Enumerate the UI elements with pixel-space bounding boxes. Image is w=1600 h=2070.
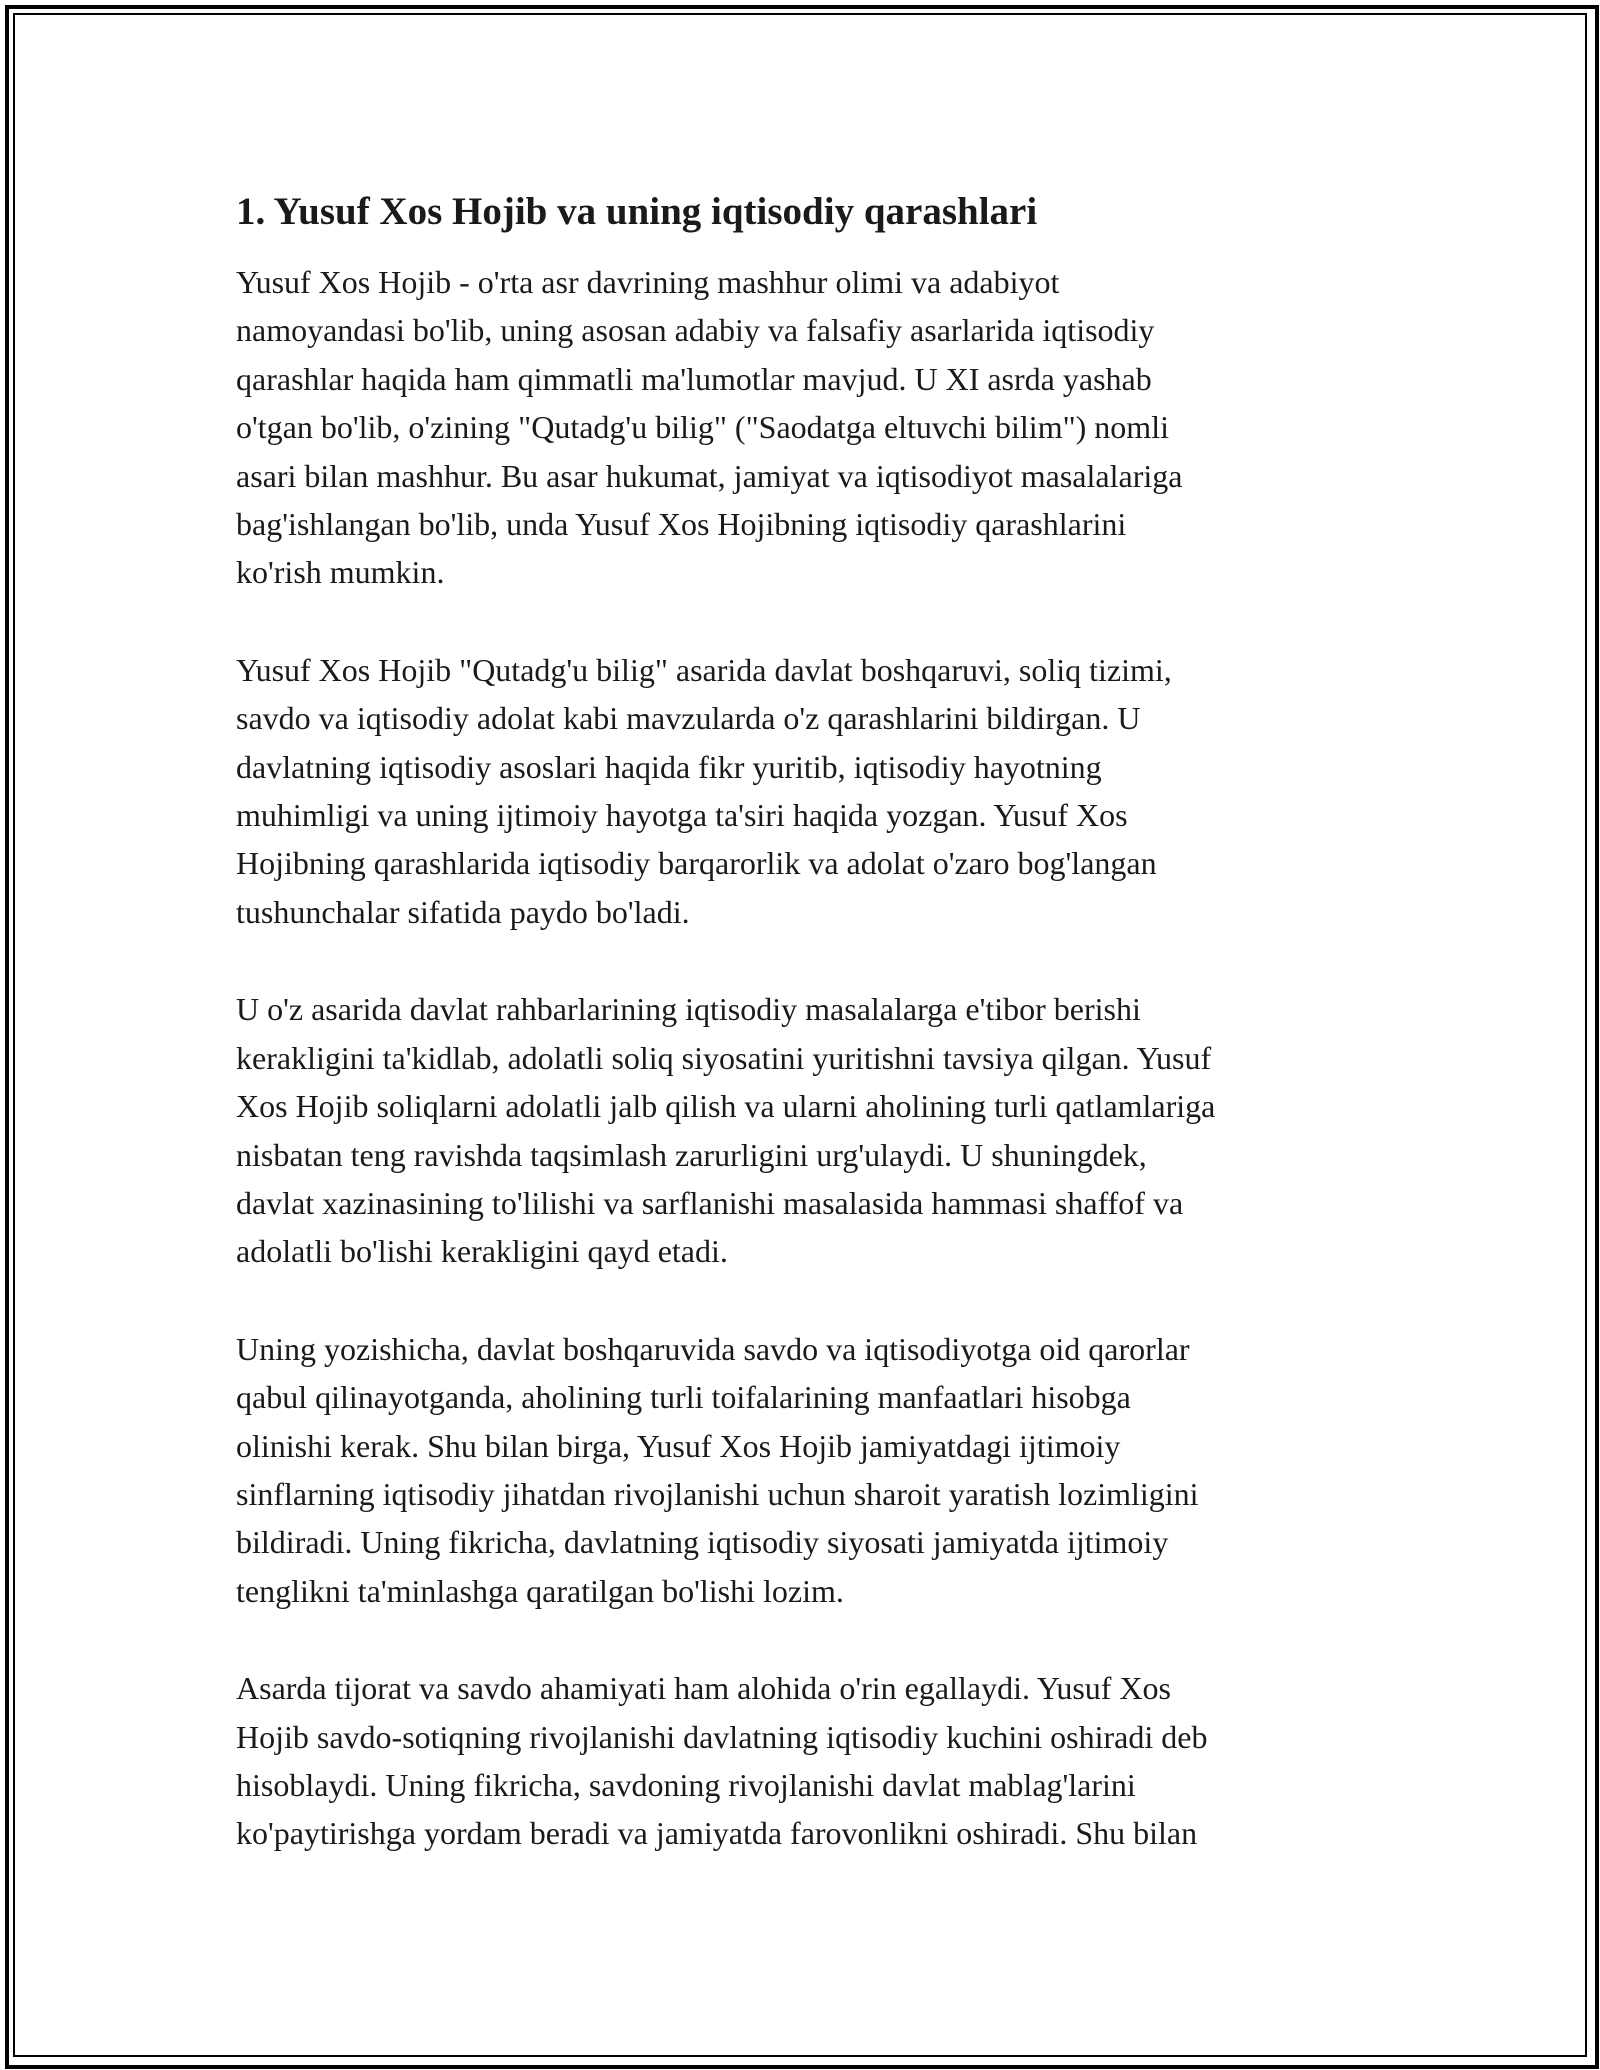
text-line: Hojib savdo-sotiqning rivojlanishi davlatning iqtisodiy kuchini oshiradi deb	[236, 1718, 1208, 1755]
text-line: tushunchalar sifatida paydo bo'ladi.	[236, 893, 690, 930]
text-line: asari bilan mashhur. Bu asar hukumat, jamiyat va iqtisodiyot masalalariga	[236, 457, 1183, 494]
text-line: ko'rish mumkin.	[236, 554, 445, 591]
text-line: davlat xazinasining to'lilishi va sarflanishi masalasida hammasi shaffof va	[236, 1184, 1184, 1221]
text-line: bag'ishlangan bo'lib, unda Yusuf Xos Hojibning iqtisodiy qarashlarini	[236, 506, 1127, 543]
text-line: U o'z asarida davlat rahbarlarining iqtisodiy masalalarga e'tibor berishi	[236, 991, 1141, 1028]
text-line: muhimligi va uning ijtimoiy hayotga ta'siri haqida yozgan. Yusuf Xos	[236, 797, 1128, 834]
text-line: namoyandasi bo'lib, uning asosan adabiy va falsafiy asarlarida iqtisodiy	[236, 312, 1155, 349]
paragraph-2	[236, 646, 1386, 936]
text-line: qabul qilinayotganda, aholining turli toifalarining manfaatlari hisobga	[236, 1379, 1131, 1416]
paragraph-1	[236, 258, 1386, 597]
text-line: Asarda tijorat va savdo ahamiyati ham alohida o'rin egallaydi. Yusuf Xos	[236, 1670, 1171, 1707]
text-line: o'tgan bo'lib, o'zining "Qutadg'u bilig" ("Saodatga eltuvchi bilim") nomli	[236, 409, 1169, 446]
text-line: olinishi kerak. Shu bilan birga, Yusuf Xos Hojib jamiyatdagi ijtimoiy	[236, 1427, 1121, 1464]
text-line: Uning yozishicha, davlat boshqaruvida savdo va iqtisodiyotga oid qarorlar	[236, 1330, 1190, 1367]
text-line: tenglikni ta'minlashga qaratilgan bo'lishi lozim.	[236, 1572, 844, 1609]
text-line: Xos Hojib soliqlarni adolatli jalb qilish va ularni aholining turli qatlamlariga	[236, 1088, 1216, 1125]
text-line: Yusuf Xos Hojib "Qutadg'u bilig" asarida davlat boshqaruvi, soliq tizimi,	[236, 651, 1172, 688]
text-line: nisbatan teng ravishda taqsimlash zarurligini urg'ulaydi. U shuningdek,	[236, 1136, 1147, 1173]
paragraph-4	[236, 1325, 1386, 1615]
text-line: savdo va iqtisodiy adolat kabi mavzularda o'z qarashlarini bildirgan. U	[236, 700, 1141, 737]
section-heading: 1. Yusuf Xos Hojib va uning iqtisodiy qarashlari	[236, 190, 1038, 233]
paragraph-5	[236, 1664, 1386, 1858]
document-body	[236, 188, 1386, 1907]
text-line: bildiradi. Uning fikricha, davlatning iqtisodiy siyosati jamiyatda ijtimoiy	[236, 1524, 1169, 1561]
paragraph-3	[236, 985, 1386, 1275]
text-line: kerakligini ta'kidlab, adolatli soliq siyosatini yuritishni tavsiya qilgan. Yusuf	[236, 1039, 1212, 1076]
text-line: qarashlar haqida ham qimmatli ma'lumotlar mavjud. U XI asrda yashab	[236, 360, 1152, 397]
text-line: davlatning iqtisodiy asoslari haqida fikr yuritib, iqtisodiy hayotning	[236, 748, 1102, 785]
text-line: adolatli bo'lishi kerakligini qayd etadi.	[236, 1233, 728, 1270]
text-line: Hojibning qarashlarida iqtisodiy barqarorlik va adolat o'zaro bog'langan	[236, 845, 1157, 882]
text-line: sinflarning iqtisodiy jihatdan rivojlanishi uchun sharoit yaratish lozimligini	[236, 1475, 1199, 1512]
text-line: Yusuf Xos Hojib - o'rta asr davrining mashhur olimi va adabiyot	[236, 264, 1060, 300]
text-line: hisoblaydi. Uning fikricha, savdoning rivojlanishi davlat mablag'larini	[236, 1766, 1136, 1803]
text-line: ko'paytirishga yordam beradi va jamiyatda farovonlikni oshiradi. Shu bilan	[236, 1815, 1198, 1852]
